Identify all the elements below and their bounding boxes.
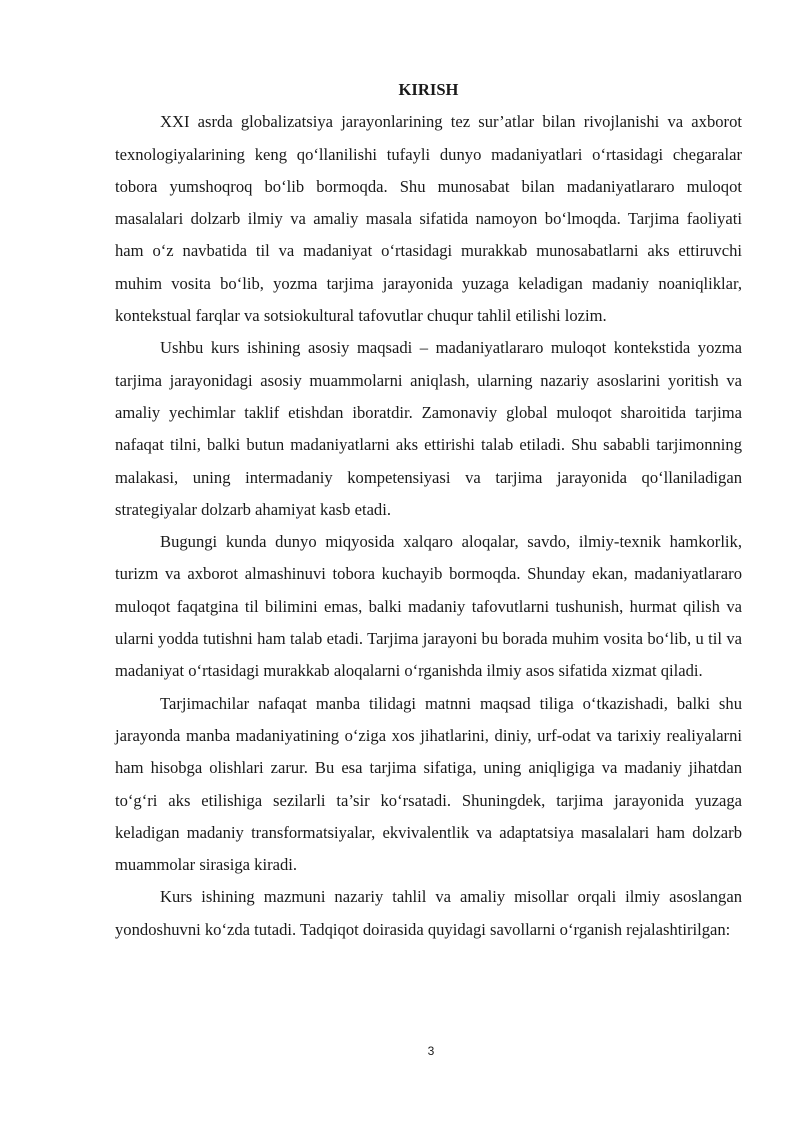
section-heading: KIRISH bbox=[398, 80, 459, 99]
paragraph-4: Tarjimachilar nafaqat manba tilidagi matnni maqsad tiliga o‘tkazishadi, balki shu jarayonda manba madaniyatining o‘ziga xos jihatlarini, diniy, urf-odat va tarixiy realiyalarni ham hisobga olishlari zarur. Bu esa tarjima sifatiga, uning aniqligiga va madaniy jihatdan to‘g‘ri aks etilishiga sezilarli ta’sir ko‘rsatadi. Shuningdek, tarjima jarayonida yuzaga keladigan madaniy transformatsiyalar, ekvivalentlik va adaptatsiya masalalari ham dolzarb muammolar sirasiga kiradi. bbox=[115, 693, 742, 875]
page-number: 3 bbox=[427, 1044, 435, 1058]
paragraph-3: Bugungi kunda dunyo miqyosida xalqaro aloqalar, savdo, ilmiy-texnik hamkorlik, turizm va axborot almashinuvi tobora kuchayib bormoqda. Shunday ekan, madaniyatlararo muloqot faqatgina til bilimini emas, balki madaniy tafovutlarni tushunish, hurmat qilish va ularni yodda tutishni ham talab etadi. Tarjima jarayoni bu borada muhim vosita bo‘lib, u til va madaniyat o‘rtasidagi murakkab aloqalarni o‘rganishda ilmiy asos sifatida xizmat qiladi. bbox=[115, 532, 742, 681]
paragraph-2: Ushbu kurs ishining asosiy maqsadi – madaniyatlararo muloqot kontekstida yozma tarjima jarayonidagi asosiy muammolarni aniqlash, ularning nazariy asoslarini yoritish va amaliy yechimlar taklif etishdan iboratdir. Zamonaviy global muloqot sharoitida tarjima nafaqat tilni, balki butun madaniyatlarni aks ettirishi talab etiladi. Shu sababli tarjimonning malakasi, uning intermadaniy kompetensiyasi va tarjima jarayonida qo‘llaniladigan strategiyalar dolzarb ahamiyat kasb etadi. bbox=[115, 338, 742, 519]
page-content bbox=[115, 74, 742, 946]
paragraph-1: XXI asrda globalizatsiya jarayonlarining tez sur’atlar bilan rivojlanishi va axborot texnologiyalarining keng qo‘llanilishi tufayli dunyo madaniyatlari o‘rtasidagi chegaralar tobora yumshoqroq bo‘lib bormoqda. Shu munosabat bilan madaniyatlararo muloqot masalalari dolzarb ilmiy va amaliy masala sifatida namoyon bo‘lmoqda. Tarjima faoliyati ham o‘z navbatida til va madaniyat o‘rtasidagi murakkab munosabatlarni aks ettiruvchi muhim vosita bo‘lib, yozma tarjima jarayonida yuzaga keladigan madaniy noaniqliklar, kontekstual farqlar va sotsiokultural tafovutlar chuqur tahlil etilishi lozim. bbox=[115, 112, 742, 326]
paragraph-5: Kurs ishining mazmuni nazariy tahlil va amaliy misollar orqali ilmiy asoslangan yondoshuvni ko‘zda tutadi. Tadqiqot doirasida quyidagi savollarni o‘rganish rejalashtirilgan: bbox=[115, 887, 742, 939]
